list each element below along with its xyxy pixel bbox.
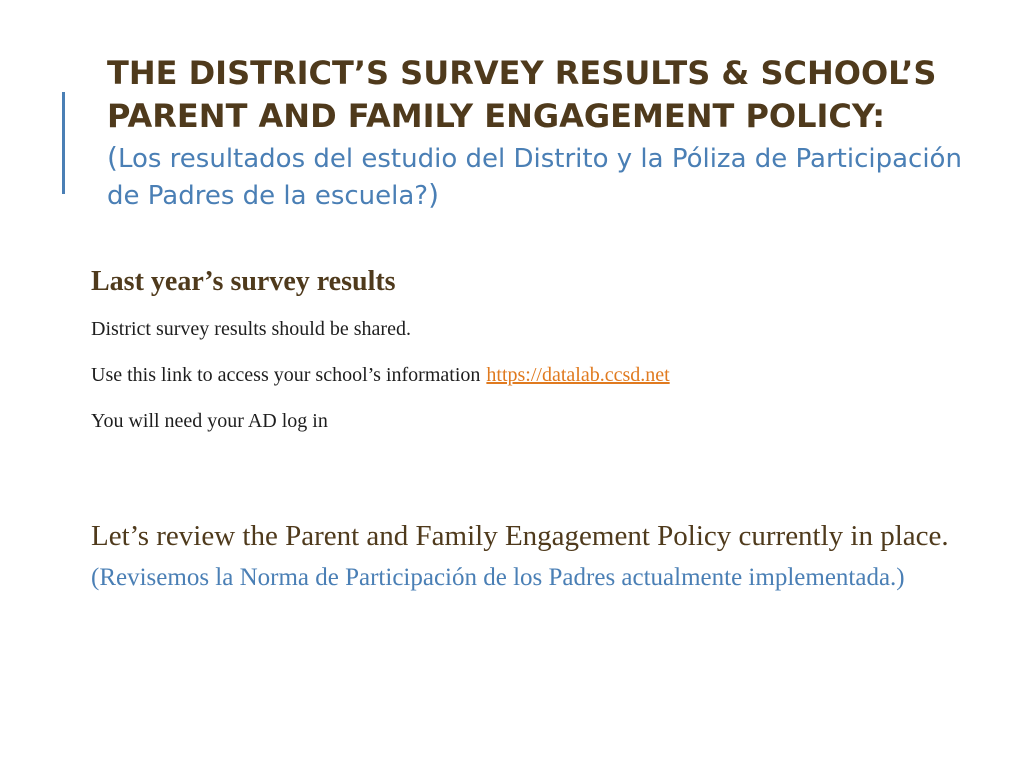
title-block — [107, 52, 987, 214]
survey-section — [91, 262, 971, 454]
slide-title: THE DISTRICT’S SURVEY RESULTS & SCHOOL’S PARENT AND FAMILY ENGAGEMENT POLICY: — [107, 54, 937, 135]
subtitle-close-paren: ) — [428, 178, 440, 211]
policy-review-english: Let’s review the Parent and Family Engagement Policy currently in place. — [91, 520, 949, 552]
policy-review-text — [91, 516, 971, 598]
survey-line-link — [91, 362, 971, 388]
survey-line-shared: District survey results should be shared. — [91, 318, 411, 340]
survey-line-login: You will need your AD log in — [91, 410, 328, 432]
subtitle-text: Los resultados del estudio del Distrito y la Póliza de Participación de Padres de la escuela? — [107, 144, 962, 211]
survey-link-label: Use this link to access your school’s information — [91, 364, 481, 386]
subtitle-open-paren: ( — [107, 141, 118, 174]
survey-heading: Last year’s survey results — [91, 266, 396, 297]
policy-review-spanish: (Revisemos la Norma de Participación de los Padres actualmente implementada.) — [91, 564, 905, 591]
datalab-link[interactable]: https://datalab.ccsd.net — [486, 364, 670, 386]
title-accent-bar — [62, 92, 65, 194]
slide-subtitle-spanish — [107, 140, 987, 214]
